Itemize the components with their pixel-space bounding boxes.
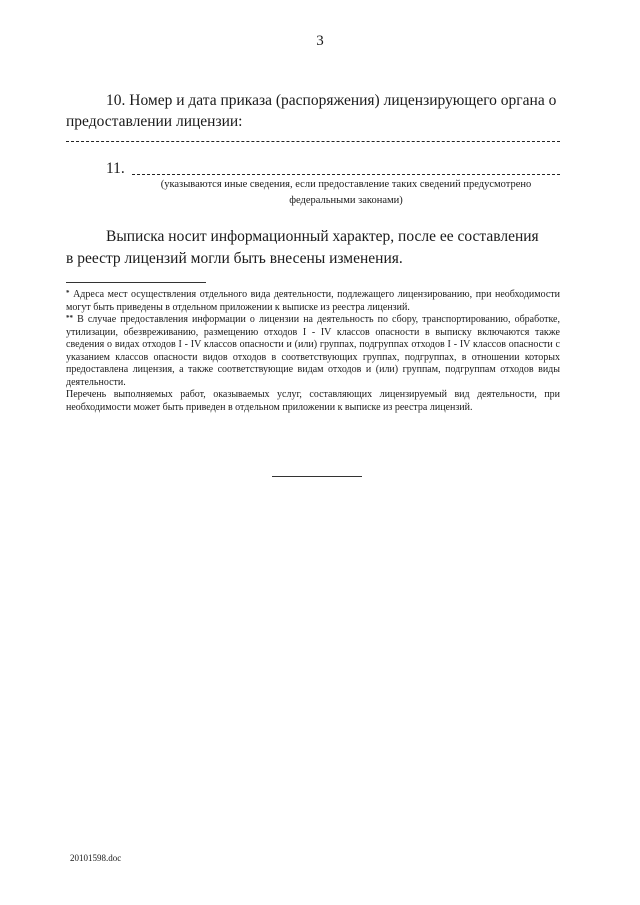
footnote-1 (66, 289, 560, 314)
page-number: 3 (316, 33, 324, 49)
extract-notice (66, 226, 560, 270)
item-11-note-line2: федеральными законами) (289, 195, 403, 206)
footnote-2-mark: ** (66, 314, 73, 322)
footnote-3 (66, 389, 560, 414)
footnotes (66, 289, 560, 414)
item-10-line1: 10. Номер и дата приказа (распоряжения) лицензирующего органа о (106, 92, 557, 109)
end-of-document-rule (272, 476, 362, 477)
document-id: 20101598.doc (70, 853, 122, 863)
extract-notice-line2: в реестр лицензий могли быть внесены изменения. (66, 250, 403, 267)
item-11-note (132, 177, 560, 209)
footnote-2 (66, 314, 560, 389)
footnote-1-mark: * (66, 289, 70, 297)
footnote-2-text: В случае предоставления информации о лицензии на деятельность по сбору, транспортированию, обработке, утилизации, обезвреживанию, размещению отходов I - IV классов опасности в выписку включаются также сведения о видах отходов I - IV классов опасности и (или) группах, подгруппах отходов I - IV классов опасности с указанием классов опасности видов отходов в соответствующих группах, подгруппах, в отношении которых предоставлена лицензия, а также соответствующие видам отходов и (или) группам, подгруппам отходов виды деятельности. (66, 314, 560, 388)
item-11-note-line1: (указываются иные сведения, если предоставление таких сведений предусмотрено (160, 179, 532, 190)
item-10-line2: предоставлении лицензии: (66, 113, 243, 130)
item-11-number: 11. (106, 160, 125, 177)
footnote-3-text: Перечень выполняемых работ, оказываемых услуг, составляющих лицензируемый вид деятельности, при необходимости может быть приведен в отдельном приложении к выписке из реестра лицензий. (66, 389, 560, 413)
item-10-fill-line (66, 141, 560, 142)
extract-notice-line1: Выписка носит информационный характер, после ее составления (106, 228, 539, 245)
footnote-separator (66, 282, 206, 283)
item-10-order-number (66, 90, 560, 132)
footnote-1-text: Адреса мест осуществления отдельного вида деятельности, подлежащего лицензированию, при необходимости могут быть приведены в отдельном приложении к выписке из реестра лицензий. (66, 289, 560, 313)
item-11-fill-line (132, 174, 560, 175)
